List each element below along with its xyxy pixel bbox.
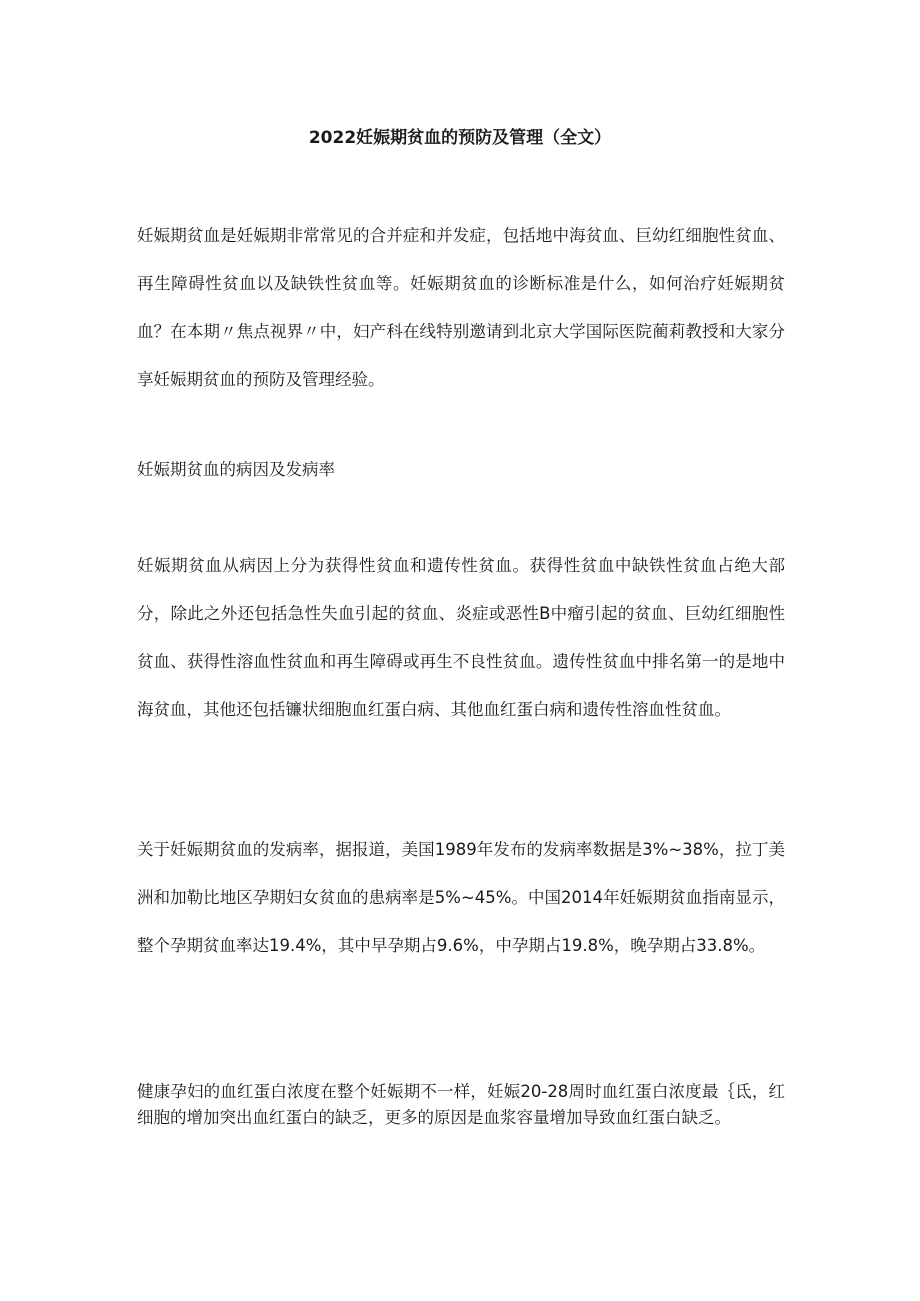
section-heading-etiology: 妊娠期贫血的病因及发病率 [137,460,335,479]
hemoglobin-paragraph: 健康孕妇的血红蛋白浓度在整个妊娠期不一样，妊娠20-28周时血红蛋白浓度最｛氐，红细胞的增加突出血红蛋白的缺乏，更多的原因是血浆容量增加导致血红蛋白缺乏。 [137,1082,785,1127]
intro-paragraph: 妊娠期贫血是妊娠期非常常见的合并症和并发症，包括地中海贫血、巨幼红细胞性贫血、再生障碍性贫血以及缺铁性贫血等。妊娠期贫血的诊断标准是什么，如何治疗妊娠期贫血？在本期〃焦点视界〃中，妇产科在线特别邀请到北京大学国际医院蔺莉教授和大家分享妊娠期贫血的预防及管理经验。 [137,226,785,389]
etiology-paragraph: 妊娠期贫血从病因上分为获得性贫血和遗传性贫血。获得性贫血中缺铁性贫血占绝大部分，除此之外还包括急性失血引起的贫血、炎症或恶性B中瘤引起的贫血、巨幼红细胞性贫血、获得性溶血性贫血和再生障碍或再生不良性贫血。遗传性贫血中排名第一的是地中海贫血，其他还包括镰状细胞血红蛋白病、其他血红蛋白病和遗传性溶血性贫血。 [137,556,785,719]
incidence-paragraph: 关于妊娠期贫血的发病率，据报道，美国1989年发布的发病率数据是3%~38%，拉丁美洲和加勒比地区孕期妇女贫血的患病率是5%~45%。中国2014年妊娠期贫血指南显示，整个孕期贫血率达19.4%，其中早孕期占9.6%，中孕期占19.8%，晚孕期占33.8%。 [137,840,785,955]
document-title: 2022妊娠期贫血的预防及管理（全文） [308,128,612,148]
